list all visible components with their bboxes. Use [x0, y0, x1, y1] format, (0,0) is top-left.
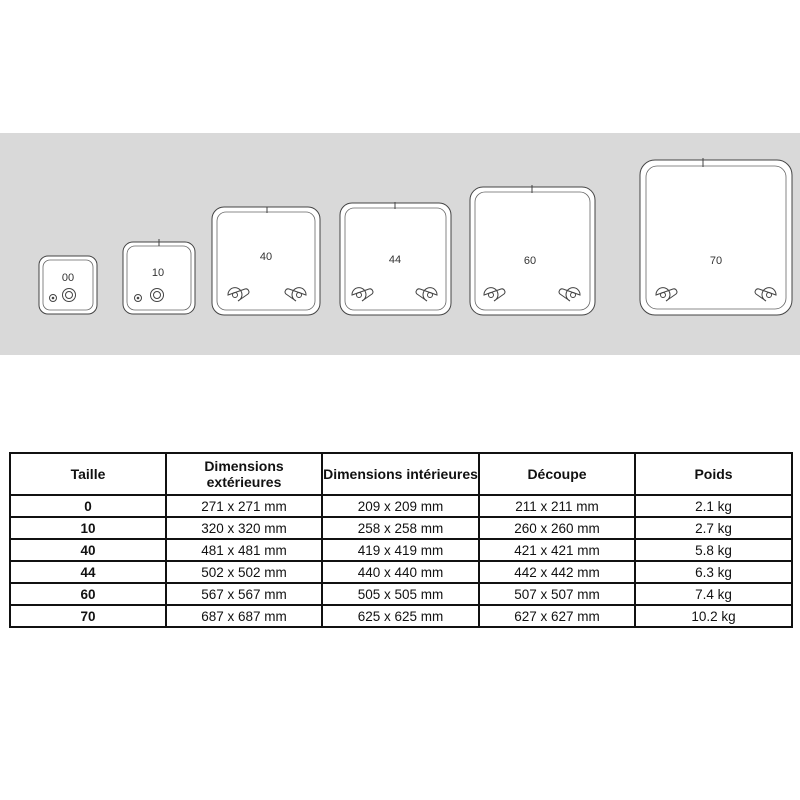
cell-decoupe: 507 x 507 mm — [479, 583, 635, 605]
hatch-diagram-band — [0, 133, 800, 355]
cell-poids: 2.7 kg — [635, 517, 792, 539]
cell-decoupe: 442 x 442 mm — [479, 561, 635, 583]
cell-poids: 6.3 kg — [635, 561, 792, 583]
cell-taille: 70 — [10, 605, 166, 627]
specs-table — [9, 452, 793, 628]
cell-poids: 10.2 kg — [635, 605, 792, 627]
hatch-10 — [123, 239, 195, 314]
cell-decoupe: 627 x 627 mm — [479, 605, 635, 627]
cell-poids: 5.8 kg — [635, 539, 792, 561]
hatch-diagram — [0, 133, 800, 355]
cell-int: 258 x 258 mm — [322, 517, 479, 539]
header-decoupe: Découpe — [479, 453, 635, 495]
cell-int: 419 x 419 mm — [322, 539, 479, 561]
cell-poids: 2.1 kg — [635, 495, 792, 517]
cell-int: 505 x 505 mm — [322, 583, 479, 605]
hatch-44 — [340, 202, 451, 315]
cell-decoupe: 260 x 260 mm — [479, 517, 635, 539]
cell-int: 209 x 209 mm — [322, 495, 479, 517]
table-row — [10, 561, 792, 583]
table-row — [10, 605, 792, 627]
hatch-label-10: 10 — [151, 267, 165, 279]
hatch-label-70: 70 — [709, 255, 723, 267]
header-dimensions-exterieures: Dimensions extérieures — [166, 453, 322, 495]
cell-int: 440 x 440 mm — [322, 561, 479, 583]
header-taille: Taille — [10, 453, 166, 495]
table-row — [10, 583, 792, 605]
hatch-60 — [470, 185, 595, 315]
hatch-label-60: 60 — [523, 255, 537, 267]
cell-taille: 44 — [10, 561, 166, 583]
cell-taille: 40 — [10, 539, 166, 561]
table-row — [10, 539, 792, 561]
hatch-label-40: 40 — [259, 251, 273, 263]
table-row — [10, 495, 792, 517]
table-row — [10, 517, 792, 539]
hatch-label-44: 44 — [388, 254, 402, 266]
cell-int: 625 x 625 mm — [322, 605, 479, 627]
cell-taille: 60 — [10, 583, 166, 605]
cell-ext: 502 x 502 mm — [166, 561, 322, 583]
header-poids: Poids — [635, 453, 792, 495]
hatch-00 — [39, 256, 97, 314]
cell-poids: 7.4 kg — [635, 583, 792, 605]
cell-taille: 10 — [10, 517, 166, 539]
cell-ext: 320 x 320 mm — [166, 517, 322, 539]
cell-ext: 481 x 481 mm — [166, 539, 322, 561]
hatch-40 — [212, 207, 320, 315]
cell-decoupe: 421 x 421 mm — [479, 539, 635, 561]
header-dimensions-interieures: Dimensions intérieures — [322, 453, 479, 495]
cell-taille: 0 — [10, 495, 166, 517]
cell-ext: 271 x 271 mm — [166, 495, 322, 517]
cell-decoupe: 211 x 211 mm — [479, 495, 635, 517]
hatch-label-00: 00 — [61, 272, 75, 284]
table-header-row — [10, 453, 792, 495]
cell-ext: 687 x 687 mm — [166, 605, 322, 627]
cell-ext: 567 x 567 mm — [166, 583, 322, 605]
hatch-70 — [640, 158, 792, 315]
